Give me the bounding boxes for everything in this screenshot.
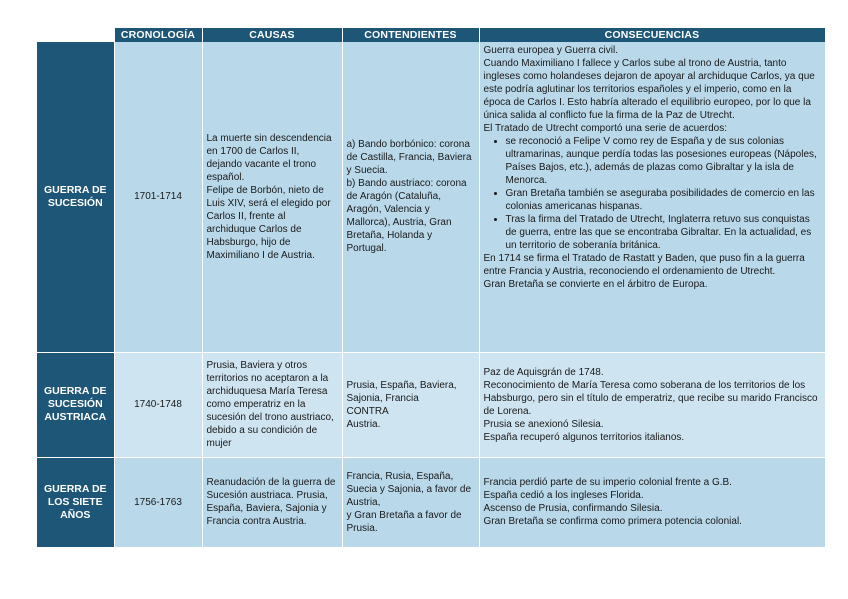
war-name-line: GUERRA DE (43, 183, 107, 196)
war-causes (202, 42, 342, 352)
consequence-text: España recuperó algunos territorios italianos. (483, 431, 685, 443)
consequence-text: España cedió a los ingleses Florida. (483, 490, 644, 501)
list-item: • se reconoció a Felipe V como rey de España y de sus colonias ultramarinas, aunque perdía todas las posesiones europeas (Nápoles, Países Bajos, etc.), además de plazas como Gibraltar y la isla de Menorca. (506, 135, 821, 187)
belligerent-text: a) Bando borbónico: corona de Castilla, Francia, Baviera y Suecia. (346, 139, 472, 177)
war-name (37, 352, 114, 457)
header-cronologia: CRONOLOGÍA (114, 28, 202, 42)
war-dates: 1756-1763 (114, 457, 202, 547)
consequence-text: Francia perdió parte de su imperio colonial frente a G.B. (483, 477, 732, 488)
belligerent-text: Francia, Rusia, España, Suecia y Sajonia, a favor de Austria, (346, 470, 472, 508)
war-causes (202, 457, 342, 547)
consequence-text: Prusia se anexionó Silesia. (483, 418, 604, 430)
war-name (37, 457, 114, 547)
belligerent-text: Austria. (346, 418, 381, 430)
consequence-text: Cuando Maximiliano I fallece y Carlos sube al trono de Austria, tanto ingleses como holandeses dejaron de apoyar al archiduque Carlos, ya que este podría aglutinar los territorios españoles y el imperio, como en la época de Carlos I. Esto habría alterado el equilibrio europeo, por lo que la única salida al conflicto fue la firma de la Paz de Utrecht. (483, 58, 815, 121)
consequence-text: Guerra europea y Guerra civil. (483, 45, 619, 56)
history-table-wrapper (37, 28, 825, 548)
war-consequences (479, 42, 825, 352)
war-belligerents (342, 457, 479, 547)
consequence-text: Gran Bretaña se confirma como primera potencia colonial. (483, 516, 742, 527)
wars-table (37, 28, 826, 548)
table-row (37, 352, 825, 457)
treaty-agreements-list (484, 135, 821, 252)
war-name-line: GUERRA DE (43, 482, 107, 495)
cause-text: Prusia, Baviera y otros territorios no aceptaron a la archiduquesa María Teresa como emperatriz en la sucesión del trono austriaco, debido a su condición de mujer (206, 360, 334, 449)
war-belligerents (342, 352, 479, 457)
cause-text: La muerte sin descendencia en 1700 de Carlos II, dejando vacante el trono español. (206, 132, 332, 183)
consequence-text: En 1714 se firma el Tratado de Rastatt y Baden, que puso fin a la guerra entre Francia y Austria, reconociendo el ordenamiento de Utrecht. (483, 253, 805, 277)
war-name-line: SUCESIÓN (47, 398, 103, 410)
war-name-line: SUCESIÓN (47, 196, 103, 209)
war-name-line: LOS SIETE (47, 495, 103, 508)
war-dates: 1740-1748 (114, 352, 202, 457)
war-consequences (479, 352, 825, 457)
header-corner (37, 28, 114, 42)
consequence-text: Reconocimiento de María Teresa como soberana de los territorios de los Habsburgo, pero sin el título de emperatriz, que recibe su marido Francisco de Lorena. (483, 379, 818, 417)
list-item: • Tras la firma del Tratado de Utrecht, Inglaterra retuvo sus conquistas de guerra, entre las que se encontraba Gibraltar. En la actualidad, es un territorio de soberanía británica. (506, 213, 821, 252)
belligerent-text: Prusia, España, Baviera, Sajonia, Francia (346, 379, 457, 404)
war-consequences (479, 457, 825, 547)
list-item: • Gran Bretaña también se aseguraba posibilidades de comercio en las colonias americanas hispanas. (506, 187, 821, 213)
war-name-line: AUSTRIACA (44, 411, 107, 423)
belligerent-text: CONTRA (346, 405, 389, 417)
consequence-text: Paz de Aquisgrán de 1748. (483, 366, 604, 378)
war-causes (202, 352, 342, 457)
war-name (37, 42, 114, 352)
cause-text: Reanudación de la guerra de Sucesión austriaca. Prusia, España, Baviera, Sajonia y Francia contra Austria. (206, 477, 336, 527)
war-belligerents (342, 42, 479, 352)
header-causas: CAUSAS (202, 28, 342, 42)
consequence-text: Gran Bretaña se convierte en el árbitro de Europa. (483, 279, 708, 290)
header-consecuencias: CONSECUENCIAS (479, 28, 825, 42)
consequence-text: El Tratado de Utrecht comportó una serie de acuerdos: (483, 123, 727, 134)
cause-text: Felipe de Borbón, nieto de Luis XIV, será el elegido por Carlos II, frente al archiduque Carlos de Habsburgo, hijo de Maximiliano I de Austria. (206, 184, 331, 261)
belligerent-text: b) Bando austriaco: corona de Aragón (Cataluña, Aragón, Valencia y Mallorca), Austria, Gran Bretaña, Holanda y Portugal. (346, 178, 467, 255)
consequence-text: Ascenso de Prusia, confirmando Silesia. (483, 503, 663, 514)
war-name-line: GUERRA DE (43, 385, 107, 397)
table-row (37, 42, 825, 352)
belligerent-text: y Gran Bretaña a favor de Prusia. (346, 509, 462, 534)
table-row (37, 457, 825, 547)
header-contendientes: CONTENDIENTES (342, 28, 479, 42)
header-row (37, 28, 825, 42)
war-dates: 1701-1714 (114, 42, 202, 352)
war-name-line: AÑOS (60, 508, 91, 521)
